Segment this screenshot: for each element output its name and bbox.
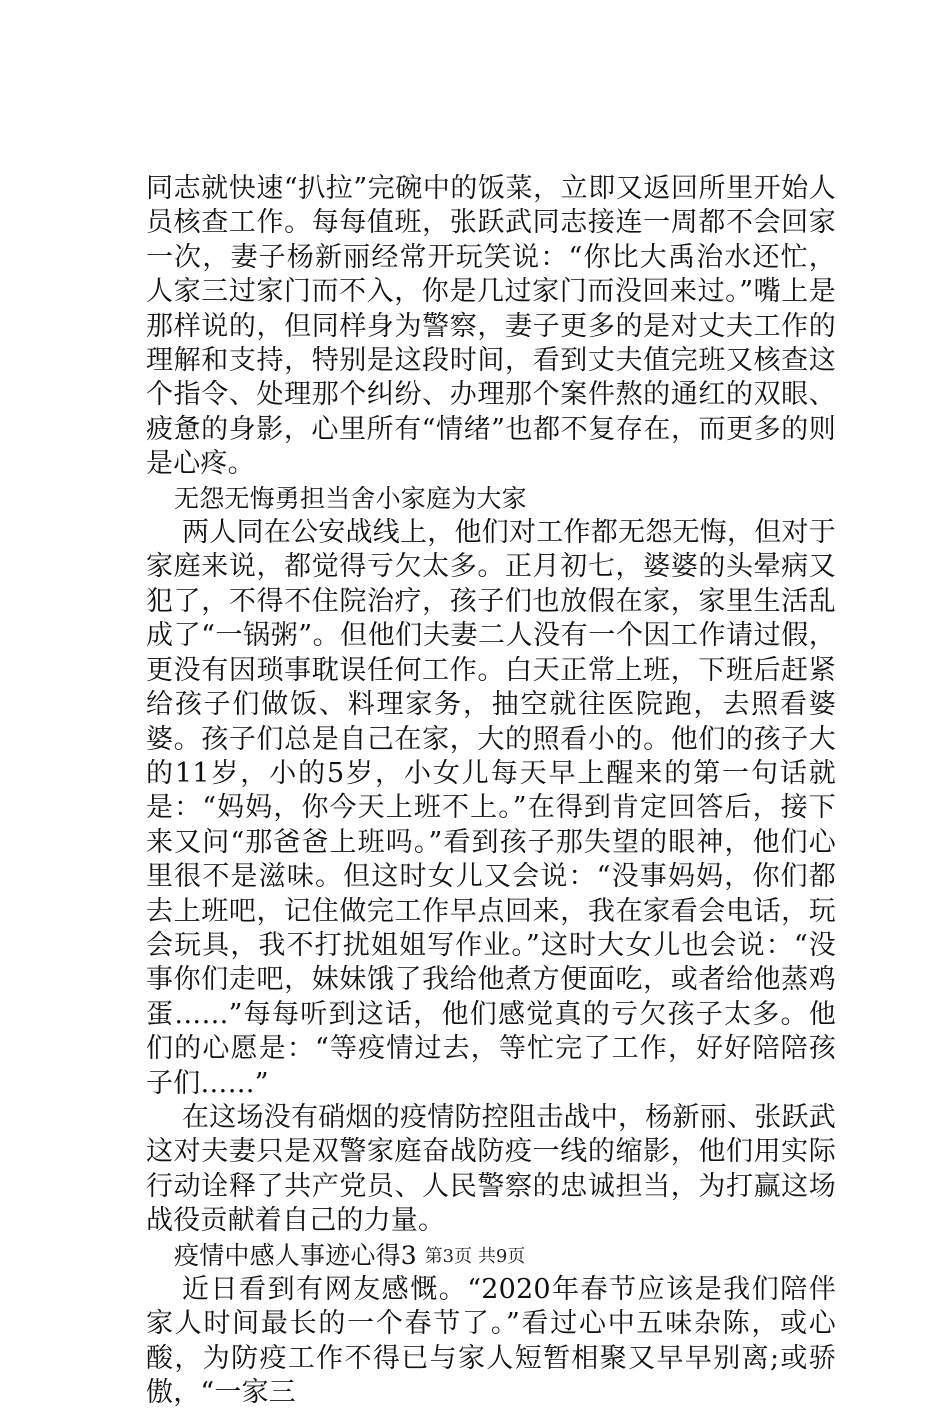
section-heading-1: 无怨无悔勇担当舍小家庭为大家 xyxy=(174,483,527,513)
section-heading-2: 疫情中感人事迹心得3 xyxy=(174,1240,417,1270)
paragraph-conclusion: 在这场没有硝烟的疫情防控阻击战中，杨新丽、张跃武这对夫妻只是双警家庭奋战防疫一线的缩影，他们用实际行动诠释了共产党员、人民警察的忠诚担当，为打赢这场战役贡献着自己的力量。 xyxy=(146,1101,836,1237)
document-body xyxy=(146,172,836,1411)
page-footer: 第3页 共9页 xyxy=(424,1246,526,1267)
paragraph-family: 两人同在公安战线上，他们对工作都无怨无悔，但对于家庭来说，都觉得亏欠太多。正月初七，婆婆的头晕病又犯了，不得不住院治疗，孩子们也放假在家，家里生活乱成了“一锅粥”。但他们夫妻二人没有一个因工作请过假，更没有因琐事耽误任何工作。白天正常上班，下班后赶紧给孩子们做饭、料理家务，抽空就往医院跑，去照看婆婆。孩子们总是自己在家，大的照看小的。他们的孩子大的11岁，小的5岁，小女儿每天早上醒来的第一句话就是：“妈妈，你今天上班不上。”在得到肯定回答后，接下来又问“那爸爸上班吗。”看到孩子那失望的眼神，他们心里很不是滋味。但这时女儿又会说：“没事妈妈，你们都去上班吧，记住做完工作早点回来，我在家看会电话，玩会玩具，我不打扰姐姐写作业。”这时大女儿也会说：“没事你们走吧，妹妹饿了我给他煮方便面吃，或者给他蒸鸡蛋……”每每听到这话，他们感觉真的亏欠孩子太多。他们的心愿是：“等疫情过去，等忙完了工作，好好陪陪孩子们……” xyxy=(146,517,836,1099)
paragraph-continuation: 同志就快速“扒拉”完碗中的饭菜，立即又返回所里开始人员核查工作。每每值班，张跃武同志接连一周都不会回家一次，妻子杨新丽经常开玩笑说：“你比大禹治水还忙，人家三过家门而不入，你是几过家门而没回来过。”嘴上是那样说的，但同样身为警察，妻子更多的是对丈夫工作的理解和支持，特别是这段时间，看到丈夫值完班又核查这个指令、处理那个纠纷、办理那个案件熬的通红的双眼、疲惫的身影，心里所有“情绪”也都不复存在，而更多的则是心疼。 xyxy=(146,173,836,480)
paragraph-new-section: 近日看到有网友感慨。“2020年春节应该是我们陪伴家人时间最长的一个春节了。”看过心中五味杂陈，或心酸，为防疫工作不得已与家人短暂相聚又早早别离;或骄傲，“一家三 xyxy=(146,1274,836,1409)
